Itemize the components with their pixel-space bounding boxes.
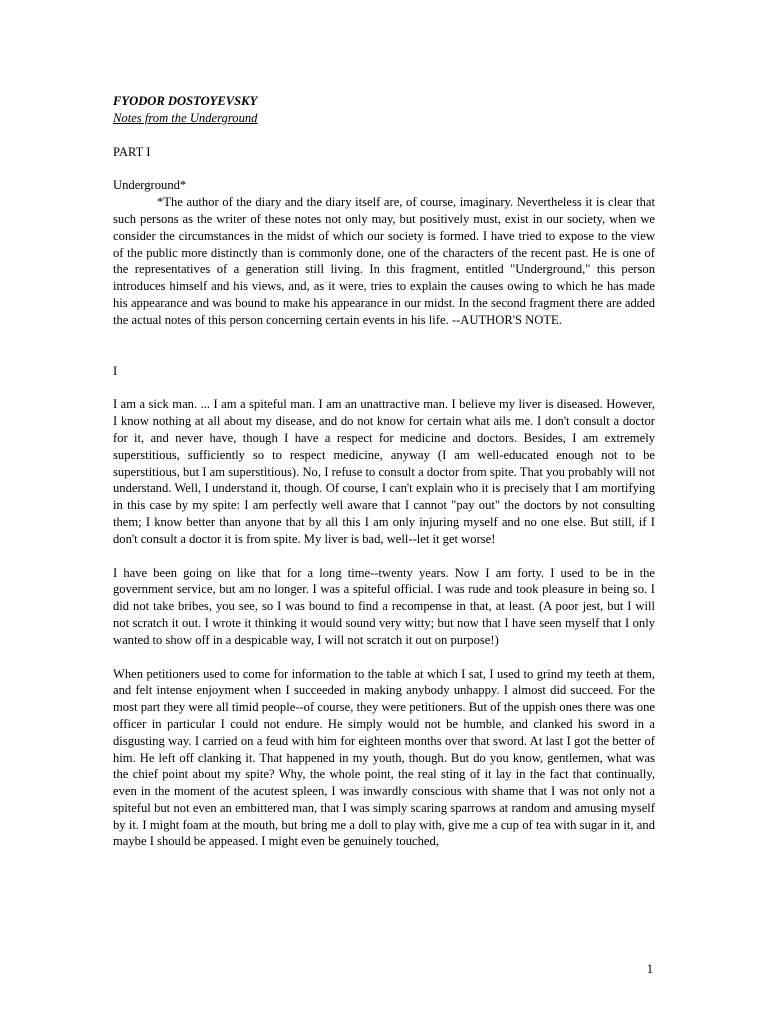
part-heading: PART I xyxy=(113,144,151,159)
section-heading: Underground* xyxy=(113,178,187,193)
book-title: Notes from the Underground xyxy=(113,110,258,125)
paragraph: I have been going on like that for a long time--twenty years. Now I am forty. I used to be in the government service, but am no longer. I was a spiteful official. I was rude and took pleasure in being so. I did not take bribes, you see, so I was bound to find a recompense in that, at least. (A poor jest, but I will not scratch it out. I wrote it thinking it would sound very witty; but now that I have seen myself that I only wanted to show off in a despicable way, I will not scratch it out on purpose!) xyxy=(113,565,655,647)
chapter-heading: I xyxy=(113,363,118,378)
page-number: 1 xyxy=(646,962,653,976)
paragraph: When petitioners used to come for information to the table at which I sat, I used to grind my teeth at them, and felt intense enjoyment when I succeeded in making anybody unhappy. I almost did succeed. For the most part they were all timid people--of course, they were petitioners. But of the uppish ones there was one officer in particular I could not endure. He simply would not be humble, and clanked his sword in a disgusting way. I carried on a feud with him for eighteen months over that sword. At last I got the better of him. He left off clanking it. That happened in my youth, though. But do you know, gentlemen, what was the chief point about my spite? Why, the whole point, the real sting of it lay in the fact that continually, even in the moment of the acutest spleen, I was inwardly conscious with shame that I was not only not a spiteful but not even an embittered man, that I was simply scaring sparrows at random and amusing myself by it. I might foam at the mouth, but bring me a doll to play with, give me a cup of tea with sugar in it, and maybe I should be appeased. I might even be genuinely touched, xyxy=(113,666,655,849)
authors-note: *The author of the diary and the diary itself are, of course, imaginary. Nevertheless it is clear that such persons as the writer of these notes not only may, but positively must, exist in our society, when we consider the circumstances in the midst of which our society is formed. I have tried to expose to the view of the public more distinctly than is commonly done, one of the characters of the recent past. He is one of the representatives of a generation still living. In this fragment, entitled "Underground," this person introduces himself and his views, and, as it were, tries to explain the causes owing to which he has made his appearance and was bound to make his appearance in our midst. In the second fragment there are added the actual notes of this person concerning certain events in his life. --AUTHOR'S NOTE. xyxy=(113,195,655,327)
paragraph: I am a sick man. ... I am a spiteful man. I am an unattractive man. I believe my liver is diseased. However, I know nothing at all about my disease, and do not know for certain what ails me. I don't consult a doctor for it, and never have, though I have a respect for medicine and doctors. Besides, I am extremely superstitious, sufficiently so to respect medicine, anyway (I am well-educated enough not to be superstitious, but I am superstitious). No, I refuse to consult a doctor from spite. That you probably will not understand. Well, I understand it, though. Of course, I can't explain who it is precisely that I am mortifying in this case by my spite: I am perfectly well aware that I cannot "pay out" the doctors by not consulting them; I know better than anyone that by all this I am only injuring myself and no one else. But still, if I don't consult a doctor it is from spite. My liver is bad, well--let it get worse! xyxy=(113,397,655,546)
author-name: FYODOR DOSTOYEVSKY xyxy=(113,94,258,108)
document-page xyxy=(113,93,655,850)
